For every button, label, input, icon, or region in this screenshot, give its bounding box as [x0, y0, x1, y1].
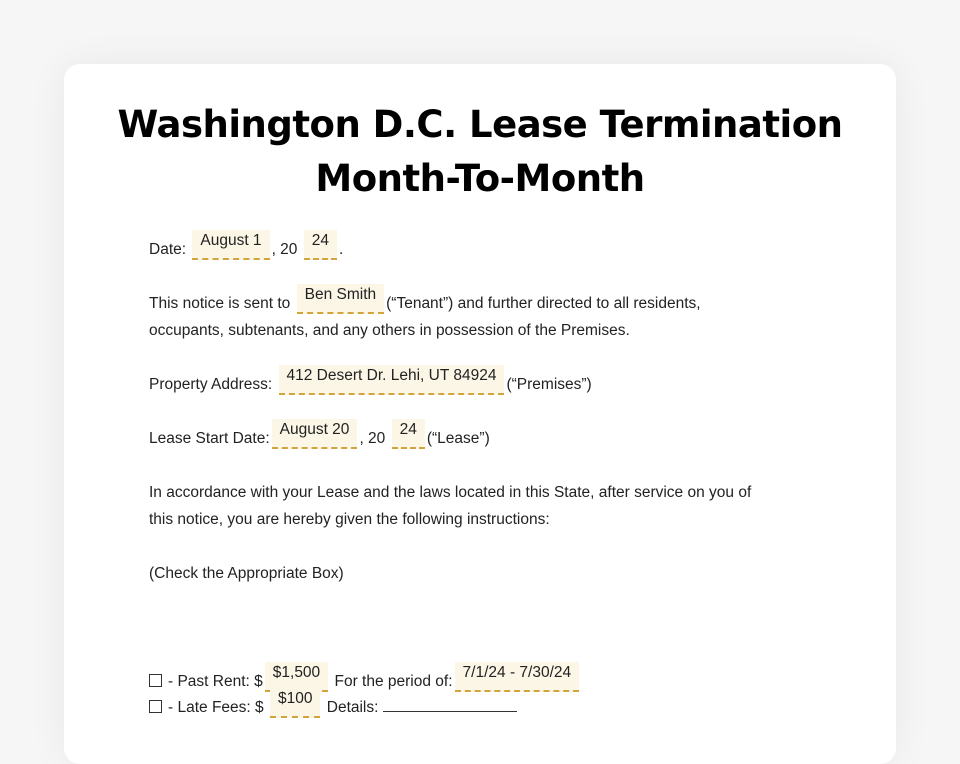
notice-line [149, 286, 701, 320]
period-label: For the period of: [334, 673, 453, 690]
late-fees-checkbox[interactable] [149, 700, 162, 713]
late-fees-label: - Late Fees: $ [168, 699, 264, 716]
details-label: Details: [326, 699, 379, 716]
property-address-field[interactable]: 412 Desert Dr. Lehi, UT 84924 [279, 365, 505, 395]
page-title [0, 98, 960, 206]
date-end: . [338, 241, 344, 258]
notice-line-2: occupants, subtenants, and any others in possession of the Premises. [149, 322, 630, 339]
date-sep: , 20 [271, 241, 298, 258]
lease-start-year-field[interactable]: 24 [392, 419, 425, 449]
past-rent-amount-field[interactable]: $1,500 [265, 662, 328, 692]
period-field[interactable]: 7/1/24 - 7/30/24 [455, 662, 580, 692]
notice-suffix: (“Tenant”) and further directed to all residents, [386, 295, 701, 312]
property-line [149, 367, 592, 401]
tenant-name-field[interactable]: Ben Smith [297, 284, 385, 314]
lease-start-label: Lease Start Date: [149, 430, 270, 447]
check-note: (Check the Appropriate Box) [149, 565, 344, 582]
instructions-line-2: this notice, you are hereby given the following instructions: [149, 511, 550, 528]
notice-prefix: This notice is sent to [149, 295, 291, 312]
date-line [149, 232, 344, 266]
lease-start-line [149, 421, 490, 455]
past-rent-checkbox[interactable] [149, 674, 162, 687]
property-suffix: (“Premises”) [506, 376, 592, 393]
date-label: Date: [149, 241, 187, 258]
date-year-field[interactable]: 24 [304, 230, 337, 260]
date-month-day-field[interactable]: August 1 [192, 230, 269, 260]
lease-start-month-day-field[interactable]: August 20 [272, 419, 358, 449]
late-fees-amount-field[interactable]: $100 [270, 688, 320, 718]
title-line-1: Washington D.C. Lease Termination [117, 103, 843, 146]
instructions-line-1: In accordance with your Lease and the laws located in this State, after service on you of [149, 484, 752, 501]
lease-start-sep: , 20 [359, 430, 386, 447]
property-label: Property Address: [149, 376, 273, 393]
details-blank[interactable] [383, 695, 517, 712]
lease-start-suffix: (“Lease”) [426, 430, 490, 447]
past-rent-label: - Past Rent: $ [168, 673, 263, 690]
title-line-2: Month-To-Month [315, 157, 645, 200]
